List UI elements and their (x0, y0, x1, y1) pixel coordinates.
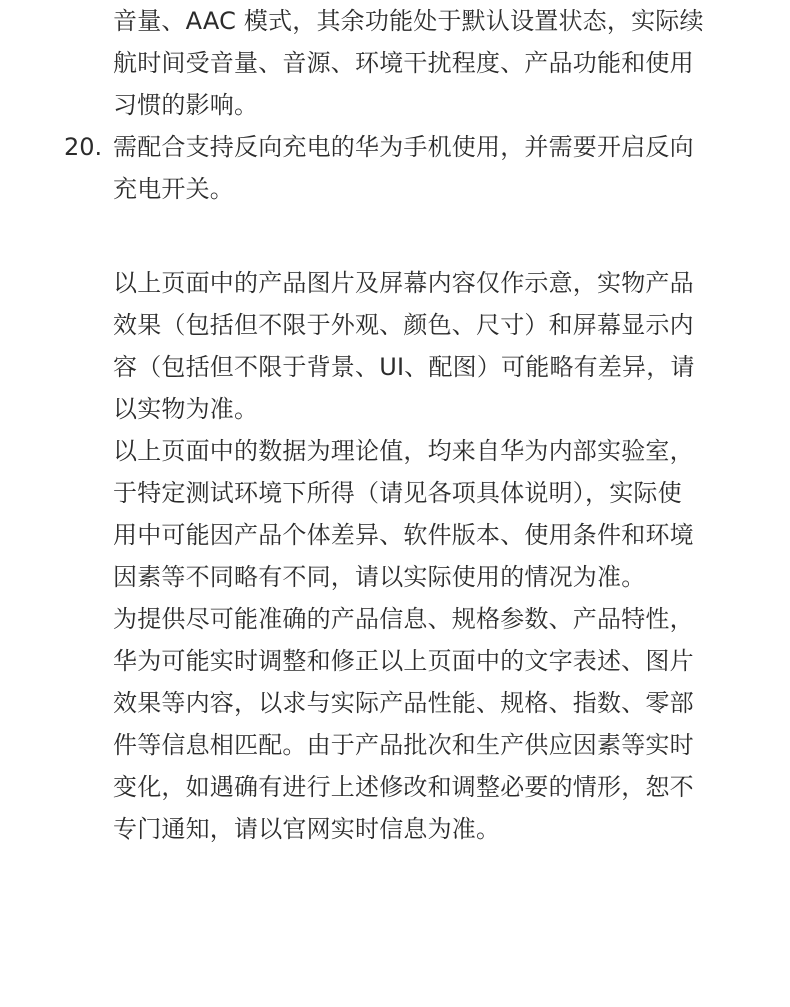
disclaimer-line: 于特定测试环境下所得（请见各项具体说明），实际使 (113, 479, 682, 507)
footnote-number: 20. (64, 133, 103, 161)
footnote-19-line: 习惯的影响。 (113, 91, 259, 119)
footnote-19-line: 航时间受音量、音源、环境干扰程度、产品功能和使用 (113, 49, 694, 77)
disclaimer-line: 以实物为准。 (113, 395, 259, 423)
footnote-20-line: 需配合支持反向充电的华为手机使用，并需要开启反向 (113, 133, 694, 161)
disclaimer-line: 为提供尽可能准确的产品信息、规格参数、产品特性， (113, 605, 694, 633)
disclaimer-line: 华为可能实时调整和修正以上页面中的文字表述、图片 (113, 647, 694, 675)
footnote-20 (64, 126, 754, 210)
disclaimer-section (113, 262, 753, 850)
footnote-20-line: 充电开关。 (113, 175, 234, 203)
disclaimer-line: 因素等不同略有不同，请以实际使用的情况为准。 (113, 563, 646, 591)
disclaimer-line: 容（包括但不限于背景、UI、配图）可能略有差异，请 (113, 353, 695, 381)
disclaimer-line: 专门通知，请以官网实时信息为准。 (113, 815, 501, 843)
disclaimer-line: 变化，如遇确有进行上述修改和调整必要的情形，恕不 (113, 773, 694, 801)
disclaimer-line: 效果等内容，以求与实际产品性能、规格、指数、零部 (113, 689, 694, 717)
disclaimer-line: 用中可能因产品个体差异、软件版本、使用条件和环境 (113, 521, 694, 549)
disclaimer-paragraph-data (113, 430, 753, 598)
disclaimer-line: 以上页面中的数据为理论值，均来自华为内部实验室， (113, 437, 694, 465)
disclaimer-paragraph-updates (113, 598, 753, 850)
disclaimer-line: 件等信息相匹配。由于产品批次和生产供应因素等实时 (113, 731, 694, 759)
footnote-20-text (113, 126, 694, 210)
disclaimer-paragraph-images (113, 262, 753, 430)
footnote-list (64, 0, 754, 210)
footnote-19-line: 音量、AAC 模式，其余功能处于默认设置状态，实际续 (113, 7, 704, 35)
disclaimer-line: 以上页面中的产品图片及屏幕内容仅作示意，实物产品 (113, 269, 694, 297)
disclaimer-line: 效果（包括但不限于外观、颜色、尺寸）和屏幕显示内 (113, 311, 694, 339)
